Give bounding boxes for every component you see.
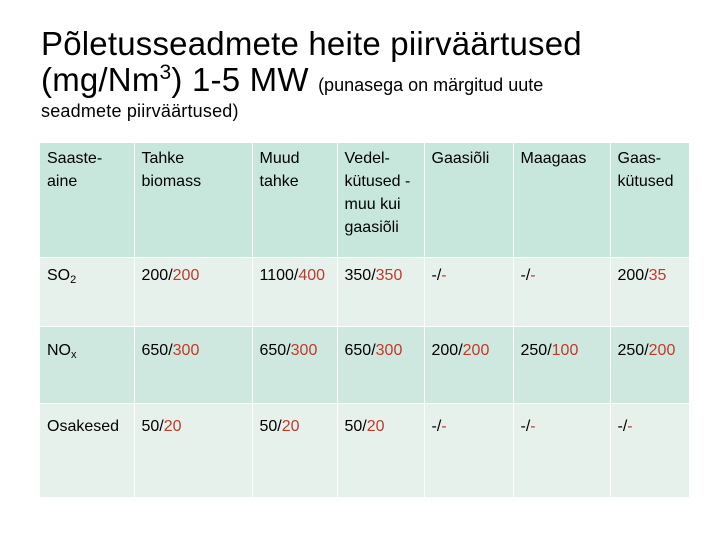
pollutant-cell: $NO_x$ [40,327,134,404]
table-row [40,327,689,404]
new-limit: 350 [375,267,403,284]
existing-limit: 650/ [141,342,173,359]
header-cell: Gaasiõli [424,143,513,258]
limit-value-cell [610,258,689,327]
new-limit: - [441,267,447,284]
header-cell: Vedel-kütused - muu kui gaasiõli [337,143,424,258]
new-limit: - [627,418,633,435]
pollutant-cell: Osakesed [40,404,134,498]
existing-limit: 50/ [141,418,164,435]
existing-limit: 650/ [344,342,376,359]
limit-value-cell [252,327,337,404]
existing-limit: -/ [431,418,442,435]
title-note: (punasega on märgitud uute [318,75,544,95]
limit-value-cell [610,327,689,404]
existing-limit: 200/ [431,342,463,359]
title-unit: (mg/Nm$^3$) 1-5 MW [41,61,309,98]
new-limit: - [441,418,447,435]
limit-value-cell [337,327,424,404]
limit-value-cell [252,404,337,498]
slide-title [41,26,701,122]
new-limit: 20 [366,418,385,435]
existing-limit: 250/ [520,342,552,359]
header-cell: Maagaas [513,143,610,258]
new-limit: 200 [462,342,490,359]
new-limit: 200 [172,267,200,284]
existing-limit: 250/ [617,342,649,359]
new-limit: 300 [375,342,403,359]
new-limit: - [530,418,536,435]
existing-limit: 350/ [344,267,376,284]
limit-value-cell [134,404,252,498]
limit-value-cell [513,327,610,404]
header-cell: Saaste-aine [40,143,134,258]
limit-value-cell [252,258,337,327]
table-row [40,404,689,498]
pollutant-cell: $SO_2$ [40,258,134,327]
title-main: Põletusseadmete heite piirväärtused [41,25,582,62]
limit-value-cell [424,327,513,404]
existing-limit: -/ [617,418,628,435]
limit-value-cell [424,404,513,498]
new-limit: 300 [172,342,200,359]
limit-value-cell [610,404,689,498]
limit-value-cell [513,258,610,327]
limit-value-cell [134,327,252,404]
table-row [40,258,689,327]
existing-limit: -/ [431,267,442,284]
new-limit: 200 [648,342,676,359]
limit-value-cell [337,258,424,327]
existing-limit: 50/ [259,418,282,435]
limit-value-cell [134,258,252,327]
new-limit: 35 [648,267,667,284]
new-limit: 20 [281,418,300,435]
emission-limits-table [40,143,690,498]
title-note-continued: seadmete piirväärtused) [41,101,239,121]
existing-limit: -/ [520,418,531,435]
existing-limit: 200/ [141,267,173,284]
existing-limit: 50/ [344,418,367,435]
new-limit: - [530,267,536,284]
existing-limit: 650/ [259,342,291,359]
header-cell: Muud tahke [252,143,337,258]
existing-limit: 200/ [617,267,649,284]
header-cell: Tahke biomass [134,143,252,258]
header-cell: Gaas-kütused [610,143,689,258]
table-header-row [40,143,689,258]
limit-value-cell [424,258,513,327]
new-limit: 300 [290,342,318,359]
existing-limit: 1100/ [259,267,299,284]
limit-value-cell [337,404,424,498]
limit-value-cell [513,404,610,498]
existing-limit: -/ [520,267,531,284]
new-limit: 20 [163,418,182,435]
new-limit: 400 [298,267,326,284]
new-limit: 100 [551,342,579,359]
